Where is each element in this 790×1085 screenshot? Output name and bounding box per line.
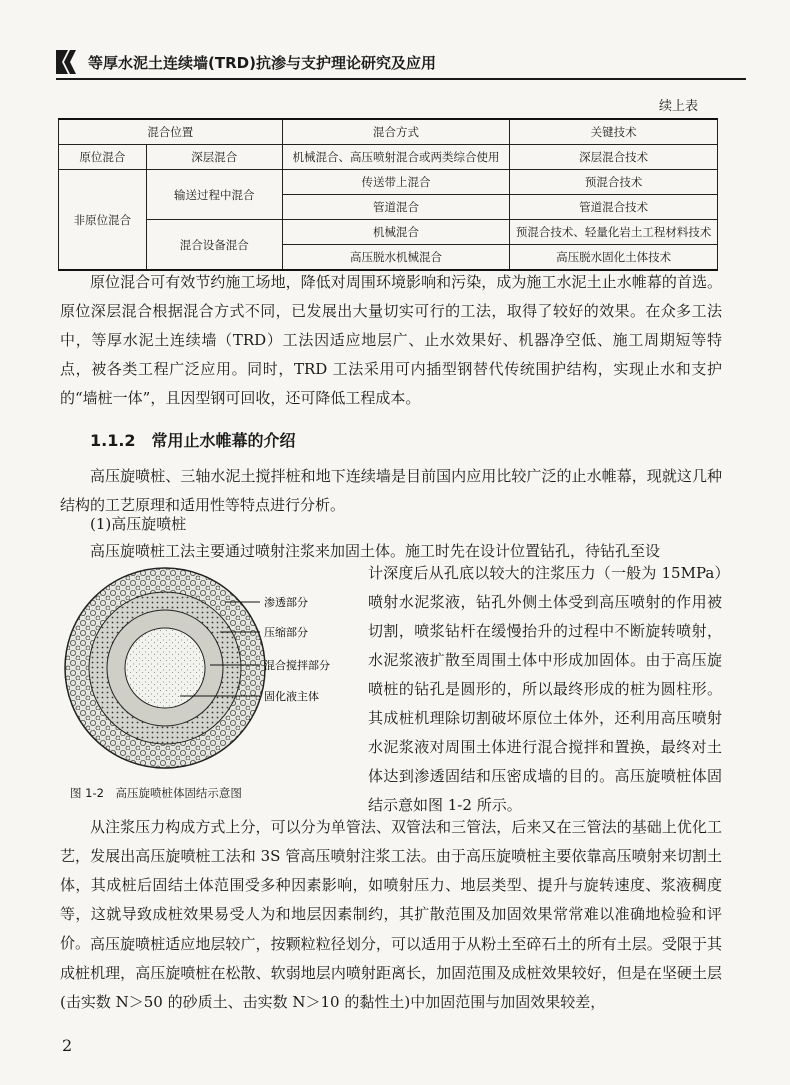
table-header-row	[59, 119, 718, 145]
table-cell: 混合设备混合	[146, 220, 282, 271]
book-logo-icon	[56, 50, 82, 74]
table-row	[59, 145, 718, 170]
table-header-cell: 混合方式	[282, 119, 510, 145]
figure-caption: 图 1-2 高压旋喷桩体固结示意图	[70, 786, 242, 800]
table-continued-caption: 续上表	[658, 99, 698, 114]
table-cell: 预混合技术、轻量化岩土工程材料技术	[510, 220, 718, 245]
table-row	[59, 220, 718, 245]
figure-label: 压缩部分	[264, 626, 308, 639]
figure-label: 混合搅拌部分	[264, 659, 330, 672]
figure-label: 固化液主体	[264, 690, 319, 703]
header-rule	[56, 78, 746, 80]
paragraph: 从注浆压力构成方式上分，可以分为单管法、双管法和三管法，后来又在三管法的基础上优化工艺，发展出高压旋喷桩工法和 3S 管高压喷射注浆工法。由于高压旋喷桩主要依靠高压喷射来切割土体，其成桩后固结土体范围受多种因素影响，如喷射压力、地层类型、提升与旋转速度、浆液稠度等，这就导致成桩效果易受人为和地层因素制约，其扩散范围及加固效果常常难以准确地检验和评价。	[60, 818, 722, 952]
mixing-methods-table	[58, 118, 718, 271]
section-heading: 1.1.2 常用止水帷幕的介绍	[90, 431, 296, 450]
table-cell: 传送带上混合	[282, 170, 510, 195]
table-cell: 机械混合	[282, 220, 510, 245]
figure-jet-grout-pile	[60, 560, 350, 810]
paragraph: 高压旋喷桩适应地层较广，按颗粒粒径划分，可以适用于从粉土至碎石土的所有土层。受限于其成桩机理，高压旋喷桩在松散、软弱地层内喷射距离长，加固范围及成桩效果较好，但是在坚硬土层(击实数 N＞50 的砂质土、击实数 N＞10 的黏性土)中加固范围与加固效果较差，	[60, 935, 722, 1011]
paragraph: 高压旋喷桩、三轴水泥土搅拌桩和地下连续墙是目前国内应用比较广泛的止水帷幕，现就这几种结构的工艺原理和适用性等特点进行分析。	[60, 467, 722, 514]
running-header	[56, 48, 746, 78]
paragraph: 原位混合可有效节约施工场地，降低对周围环境影响和污染，成为施工水泥土止水帷幕的首选。原位深层混合根据混合方式不同，已发展出大量切实可行的工法，取得了较好的效果。在众多工法中，等厚水泥土连续墙（TRD）工法因适应地层广、止水效果好、机器净空低、施工周期短等特点，被各类工程广泛应用。同时，TRD 工法采用可内插型钢替代传统围护结构，实现止水和支护的“墙桩一体”，且因型钢可回收，还可降低工程成本。	[60, 273, 722, 407]
paragraph-side: 计深度后从孔底以较大的注浆压力（一般为 15MPa）喷射水泥浆液，钻孔外侧土体受到高压喷射的作用被切割，喷浆钻杆在缓慢抬升的过程中不断旋转喷射，水泥浆液扩散至周围土体中形成加固体。由于高压旋喷桩的钻孔是圆形的，所以最终形成的桩为圆柱形。其成桩机理除切割破坏原位土体外，还利用高压喷射水泥浆液对周围土体进行混合搅拌和置换，最终对土体达到渗透固结和压密成墙的目的。高压旋喷桩体固结示意如图 1-2 所示。	[368, 564, 722, 814]
subsection-heading: (1)高压旋喷桩	[90, 515, 187, 533]
table-header-cell: 关键技术	[510, 119, 718, 145]
table-cell: 管道混合技术	[510, 195, 718, 220]
table-cell: 非原位混合	[59, 170, 147, 271]
table-cell: 深层混合	[146, 145, 282, 170]
book-title: 等厚水泥土连续墙(TRD)抗渗与支护理论研究及应用	[88, 54, 436, 72]
table-row	[59, 170, 718, 195]
table-cell: 机械混合、高压喷射混合或两类综合使用	[282, 145, 510, 170]
table-cell: 深层混合技术	[510, 145, 718, 170]
table-cell: 高压脱水固化土体技术	[510, 245, 718, 271]
figure-label: 渗透部分	[264, 596, 308, 609]
table-cell: 管道混合	[282, 195, 510, 220]
pile-cross-section-diagram	[60, 560, 350, 780]
table-cell: 原位混合	[59, 145, 147, 170]
table-header-cell: 混合位置	[59, 119, 283, 145]
page-number: 2	[62, 1036, 73, 1055]
table-cell: 预混合技术	[510, 170, 718, 195]
table-cell: 输送过程中混合	[146, 170, 282, 220]
table-cell: 高压脱水机械混合	[282, 245, 510, 271]
paragraph-lead: 高压旋喷桩工法主要通过喷射注浆来加固土体。施工时先在设计位置钻孔，待钻孔至设	[90, 542, 661, 560]
